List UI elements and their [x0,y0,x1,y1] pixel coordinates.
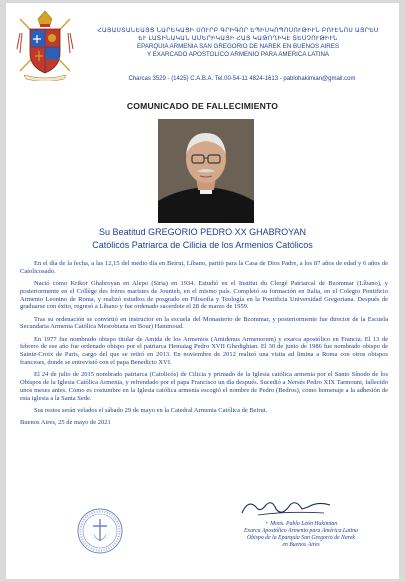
paragraph-1: En el día de la fecha, a las 12,15 del medio día en Beirut, Líbano, partió para la Casa de Dios Padre, a los 87 años de edad y 6 años de Catolicosado. [20,260,388,275]
document-page [6,3,399,579]
paragraph-2: Nació como Krikor Ghabroyan en Alepo (Siria) en 1934. Estudió en el Institut du Clergé Patriarcal de Bzommar (Líbano), y posteriormente en el Collège des frères maristes de Jounieh, en el mismo país. Completó su formación en Italia, en el Colegio Pontificio Armenio Leonino de Roma, y realizó estudios de posgrado en Filosofía y Teología en la Pontificia Universidad Gregoriana. Después de graduarse con éxito, regresó a Líbano y fue ordenado sacerdote el 28 de marzo de 1959. [20,279,388,311]
subject-name: Su Beatitud GREGORIO PEDRO XX GHABROYAN [99,227,306,237]
subject-role: Católicós Patriarca de Cilicia de los Armenios Católicos [92,239,313,250]
letterhead [6,3,399,93]
letterhead-text [82,27,394,59]
handwritten-signature [238,497,334,519]
signer-title-3: en Buenos Aires [282,542,320,548]
paragraph-3: Tras su ordenación se convirtió en instructor en la escuela del Monasterio de Bzommar, y posteriormente fue director de la Escuela Secundaria Armenia Católica Mesrobiana en Bour) Hammoud. [20,315,388,331]
patriarch-portrait [158,119,254,223]
paragraph-4: En 1977 fue nombrado obispo titular de Amida de los Armenios (Amidenus Armenorum) y exarca apostólico en Francia. El 13 de febrero de ese año fue ordenado obispo por el patriarca Hemaiag Pedro XVII Ghedighian. El 30 de junio de 1986 fue nombrado obispo de Sainte-Croix de Paris, cargo del que se retiró en 2013. En noviembre de 2012 realizó una visita ad limina a Roma con otros obispos franceses, donde se entrevistó con el papa Benedicto XVI. [20,335,388,366]
armenian-heading-line-1: ՀԱՅԱՍՏԱՆԵԱՅՑ ՆԱՐԵԿԱՑԻ ՍՈՒՐԲ ԳՐԻԳՈՐ ԵՊԻՍԿՈՊՈՍՈՒԹԻՒՆ ԲՈՒԷՆՈՍ ԱՅՐԵՍ [97,27,379,34]
church-seal-icon [76,507,124,555]
date-line: Buenos Aires, 25 de mayo de 2021 [20,418,111,426]
signer-name: + Mons. Pablo León Hakimian [264,521,338,527]
signer-title-2: Obispo de la Eparquía San Gregorio de Narek [246,535,356,541]
signer-credentials [211,521,391,549]
armenian-heading-line-2: ԵՒ ԼԱՏԻՆԱԿԱՆ ԱՄԵՐԻԿԱՅԻ ՀԱՅ ԿԱԹՈՂԻԿԷ ՏԵՍՉՈՒԹԻՒՆ [138,35,338,42]
subject-block [6,226,399,251]
document-title: COMUNICADO DE FALLECIMIENTO [126,101,279,111]
eparchy-name: EPARQUIA ARMENIA SAN GREGORIO DE NAREK EN BUENOS AIRES [136,43,340,50]
exarchate-name: Y EXARCADO APOSTOLICO ARMENIO PARA AMERICA LATINA [146,51,330,58]
paragraph-6: Sus restos serán velados el sábado 29 de mayo en la Catedral Armenia Católica de Beirut. [34,406,268,414]
paragraph-5: El 24 de julio de 2015 nombrado patriarca (Catolicós) de Cilicia y primado de la Iglesia católica armenia por el Santo Sínodo de los Obispos de la Iglesia Católica Armenia, y refrendado por el papa Francisco un día después. Sucedió a Nersés Pedro XIX Tarmouni, fallecido unos meses antes. Como es costumbre en la Iglesia católica armenia escogió el nombre de Pedro (Bedros), como homenaje a la adhesión de esta iglesia a la Santa Sede. [20,371,388,402]
signer-title-1: Exarca Apostólico Armenio para América Latina [244,528,358,534]
coat-of-arms-icon [14,9,76,81]
contact-line: Charcas 3529 - (1425) C.A.B.A. Tel.00-54-11 4824-1613 - pablohakimian@gmail.com [128,76,356,82]
signature-block [6,493,399,579]
announcement-body [20,260,388,431]
